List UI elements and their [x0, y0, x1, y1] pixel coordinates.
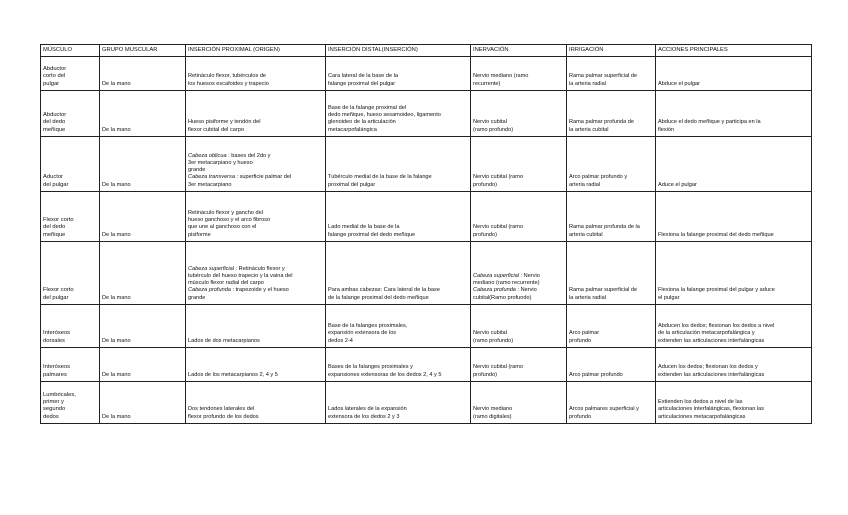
- cell-line: Lados laterales de la expansión: [328, 406, 407, 413]
- cell-line: (ramo digitales): [473, 413, 512, 420]
- part-label: Cabeza transversa: [188, 174, 237, 181]
- cell-line: primer y: [43, 399, 64, 406]
- cell-line: Nervio cubital (ramo: [473, 174, 524, 181]
- cell-line: De la mano: [102, 126, 131, 133]
- cell-line: flexor cubital del carpo: [188, 126, 244, 133]
- cell-line: Cabeza profunda : Nervio: [473, 287, 537, 294]
- cell-musculo: [41, 382, 100, 424]
- table-row: [41, 91, 812, 137]
- cell-line: (ramo profundo): [473, 337, 514, 344]
- cell-line: que une al ganchoso con el: [188, 224, 257, 231]
- cell-insercion-proximal: [186, 137, 326, 192]
- cell-line: Base de la falange proximal del: [328, 104, 407, 111]
- cell-line: Rama palmar superficial de: [569, 73, 638, 80]
- cell-musculo: [41, 305, 100, 348]
- cell-line: del dedo: [43, 119, 66, 126]
- cell-musculo: [41, 348, 100, 382]
- cell-acciones: [656, 305, 812, 348]
- cell-insercion-distal: [326, 348, 471, 382]
- cell-line: Rama palmar profunda de la: [569, 224, 640, 231]
- header-insercion-proximal: INSERCIÓN PROXIMAL (ORIGEN): [186, 45, 326, 57]
- part-label: Cabeza oblicua: [188, 152, 229, 159]
- table-row: [41, 348, 812, 382]
- header-acciones: ACCIONES PRINCIPALES: [656, 45, 812, 57]
- cell-line: Base de la falanges proximales,: [328, 323, 408, 330]
- cell-grupo-muscular: [100, 382, 186, 424]
- cell-insercion-distal: [326, 192, 471, 242]
- cell-acciones: [656, 91, 812, 137]
- cell-line: articulaciones interfalángicas, flexionan las: [658, 406, 765, 413]
- cell-inervacion: [471, 91, 567, 137]
- cell-line: grande: [188, 294, 206, 301]
- cell-line: pisiforme: [188, 231, 211, 238]
- cell-line: arteria radial: [569, 181, 601, 188]
- cell-line: dedos: [43, 413, 59, 420]
- cell-line: falange proximal del pulgar: [328, 80, 396, 87]
- cell-line: dorsales: [43, 337, 65, 344]
- cell-acciones: [656, 137, 812, 192]
- cell-line: profundo): [473, 371, 497, 378]
- cell-line: Nervio mediano: [473, 406, 513, 413]
- cell-irrigacion: [567, 192, 656, 242]
- cell-grupo-muscular: [100, 192, 186, 242]
- cell-line: Lados de dos metacarpianos: [188, 337, 260, 344]
- header-grupo-muscular: GRUPO MUSCULAR: [100, 45, 186, 57]
- cell-line: expansiones extensoras de los dedos 2, 4 y 5: [328, 371, 442, 378]
- cell-grupo-muscular: [100, 242, 186, 305]
- cell-irrigacion: [567, 137, 656, 192]
- cell-line: meñique: [43, 126, 66, 133]
- cell-line: Retináculo flexor y gancho del: [188, 209, 263, 216]
- cell-line: Para ambas cabezas: Cara lateral de la base: [328, 287, 440, 294]
- cell-line: profundo: [569, 413, 592, 420]
- cell-insercion-distal: [326, 137, 471, 192]
- cell-line: profundo): [473, 181, 497, 188]
- cell-insercion-proximal: [186, 382, 326, 424]
- cell-line: corto del: [43, 73, 66, 80]
- cell-line: falange proximal del dedo meñique: [328, 231, 416, 238]
- cell-line: Interóseos: [43, 330, 71, 337]
- cell-line: pulgar: [43, 80, 60, 87]
- cell-irrigacion: [567, 348, 656, 382]
- cell-line: recurrente): [473, 80, 501, 87]
- cell-insercion-distal: [326, 57, 471, 91]
- cell-line: extensora de los dedos 2 y 3: [328, 413, 400, 420]
- header-row: [41, 45, 812, 57]
- cell-musculo: [41, 137, 100, 192]
- cell-line: glenoideo de la articulación: [328, 119, 396, 126]
- cell-line: flexión: [658, 126, 675, 133]
- cell-line: Abduce el dedo meñique y participa en la: [658, 119, 761, 126]
- table-row: [41, 305, 812, 348]
- cell-line: proximal del pulgar: [328, 181, 376, 188]
- cell-line: flexor profundo de los dedos: [188, 413, 259, 420]
- cell-line: 3er metacarpiano: [188, 181, 232, 188]
- cell-line: dedo meñique, hueso sesamoideo, ligamento: [328, 112, 441, 119]
- cell-line: De la mano: [102, 413, 131, 420]
- cell-grupo-muscular: [100, 348, 186, 382]
- cell-inervacion: [471, 305, 567, 348]
- cell-line: Nervio mediano (ramo: [473, 73, 529, 80]
- cell-irrigacion: [567, 91, 656, 137]
- cell-line: extienden las articulaciones interfalángicas: [658, 371, 765, 378]
- cell-line: Extienden los dedos a nivel de las: [658, 399, 743, 406]
- cell-insercion-proximal: [186, 192, 326, 242]
- cell-insercion-distal: [326, 242, 471, 305]
- cell-insercion-distal: [326, 91, 471, 137]
- cell-line: Lados de los metacarpianos 2, 4 y 5: [188, 371, 278, 378]
- header-insercion-distal: INSERCIÓN DISTAL(INSERCIÓN): [326, 45, 471, 57]
- cell-line: grande: [188, 167, 206, 174]
- cell-line: Cabeza oblicua : bases del 2do y: [188, 152, 271, 159]
- cell-insercion-distal: [326, 382, 471, 424]
- cell-acciones: [656, 382, 812, 424]
- cell-line: del pulgar: [43, 181, 69, 188]
- cell-line: Abducen los dedos; flexionan los dedos a nivel: [658, 323, 775, 330]
- cell-inervacion: [471, 242, 567, 305]
- cell-line: Nervio cubital (ramo: [473, 364, 524, 371]
- cell-grupo-muscular: [100, 57, 186, 91]
- cell-line: palmares: [43, 371, 67, 378]
- cell-musculo: [41, 242, 100, 305]
- cell-irrigacion: [567, 242, 656, 305]
- cell-line: Abductor: [43, 66, 67, 73]
- header-irrigacion: IRRIGACIÓN: [567, 45, 656, 57]
- cell-insercion-proximal: [186, 242, 326, 305]
- cell-line: Nervio cubital: [473, 330, 507, 337]
- cell-acciones: [656, 348, 812, 382]
- cell-line: profundo): [473, 231, 497, 238]
- cell-insercion-proximal: [186, 348, 326, 382]
- cell-irrigacion: [567, 305, 656, 348]
- cell-line: Cabeza superficial : Nervio: [473, 272, 540, 279]
- cell-grupo-muscular: [100, 137, 186, 192]
- cell-line: Flexor corto: [43, 217, 74, 224]
- cell-line: Abduce el pulgar: [658, 80, 700, 87]
- cell-irrigacion: [567, 382, 656, 424]
- cell-line: De la mano: [102, 337, 131, 344]
- cell-line: Cabeza superficial : Retináculo flexor y: [188, 265, 285, 272]
- part-label: Cabeza superficial: [188, 265, 236, 272]
- cell-line: Dos tendones laterales del: [188, 406, 255, 413]
- cell-line: de la falange proximal del dedo meñique: [328, 294, 429, 301]
- cell-irrigacion: [567, 57, 656, 91]
- header-musculo: MÚSCULO: [41, 45, 100, 57]
- cell-line: hueso ganchoso y el arco fibroso: [188, 217, 271, 224]
- table-row: [41, 137, 812, 192]
- cell-line: Arco palmar: [569, 330, 600, 337]
- table-row: [41, 242, 812, 305]
- cell-insercion-proximal: [186, 91, 326, 137]
- cell-line: Aducen los dedos; flexionan los dedos y: [658, 364, 758, 371]
- cell-line: De la mano: [102, 371, 131, 378]
- cell-line: Hueso pisiforme y tendón del: [188, 119, 261, 126]
- cell-insercion-proximal: [186, 57, 326, 91]
- cell-inervacion: [471, 137, 567, 192]
- cell-line: De la mano: [102, 294, 131, 301]
- header-inervacion: INERVACIÓN: [471, 45, 567, 57]
- cell-line: (ramo profundo): [473, 126, 514, 133]
- cell-line: Aductor: [43, 174, 63, 181]
- cell-line: metacarpofalángica: [328, 126, 377, 133]
- cell-line: Interóseos: [43, 364, 71, 371]
- cell-line: meñique: [43, 231, 66, 238]
- cell-line: Arco palmar profundo y: [569, 174, 628, 181]
- cell-line: arteria cubital: [569, 231, 603, 238]
- cell-line: Retináculo flexor, tubérculos de: [188, 73, 267, 80]
- cell-line: Tubérculo medial de la base de la falange: [328, 174, 432, 181]
- cell-acciones: [656, 242, 812, 305]
- cell-line: Cabeza profunda : trapezoide y el hueso: [188, 287, 289, 294]
- cell-line: del dedo: [43, 224, 66, 231]
- cell-line: profundo: [569, 337, 592, 344]
- table-body: [41, 57, 812, 424]
- part-label: Cabeza superficial: [473, 272, 521, 279]
- cell-line: la arteria radial: [569, 294, 606, 301]
- cell-line: la arteria radial: [569, 80, 606, 87]
- cell-line: el pulgar: [658, 294, 680, 301]
- table-row: [41, 57, 812, 91]
- cell-inervacion: [471, 192, 567, 242]
- cell-line: músculo flexor radial del carpo: [188, 280, 264, 287]
- cell-musculo: [41, 57, 100, 91]
- cell-line: Abductor: [43, 112, 67, 119]
- cell-acciones: [656, 57, 812, 91]
- part-label: Cabeza profunda: [188, 287, 233, 294]
- cell-line: Arco palmar profundo: [569, 371, 623, 378]
- cell-line: Aduce el pulgar: [658, 181, 697, 188]
- part-label: Cabeza profunda: [473, 287, 518, 294]
- cell-line: Arcos palmares superficial y: [569, 406, 639, 413]
- cell-line: tubérculo del hueso trapecio y la vaina del: [188, 272, 293, 279]
- cell-line: Rama palmar superficial de: [569, 287, 638, 294]
- cell-insercion-distal: [326, 305, 471, 348]
- cell-insercion-proximal: [186, 305, 326, 348]
- cell-line: Flexiona la falange proximal del pulgar y aduce: [658, 287, 775, 294]
- muscle-table: [40, 44, 812, 424]
- cell-grupo-muscular: [100, 91, 186, 137]
- cell-line: dedos 2-4: [328, 337, 353, 344]
- cell-line: Lado medial de la base de la: [328, 224, 400, 231]
- cell-line: Cabeza transversa : superficie palmar del: [188, 174, 292, 181]
- cell-musculo: [41, 91, 100, 137]
- cell-line: mediano (ramo recurrente): [473, 280, 540, 287]
- cell-line: De la mano: [102, 231, 131, 238]
- cell-line: De la mano: [102, 80, 131, 87]
- cell-musculo: [41, 192, 100, 242]
- table-row: [41, 192, 812, 242]
- table-row: [41, 382, 812, 424]
- cell-line: Lumbricales,: [43, 391, 76, 398]
- cell-line: segundo: [43, 406, 66, 413]
- cell-inervacion: [471, 348, 567, 382]
- cell-line: expansión extensora de los: [328, 330, 397, 337]
- cell-line: articulaciones metacarpofalángicas: [658, 413, 746, 420]
- cell-line: cubital(Ramo profundo): [473, 294, 532, 301]
- cell-line: de la articulación metacarpofalángica y: [658, 330, 755, 337]
- cell-line: Flexiona la falange proximal del dedo meñique: [658, 231, 774, 238]
- cell-line: la arteria cubital: [569, 126, 609, 133]
- cell-inervacion: [471, 57, 567, 91]
- cell-inervacion: [471, 382, 567, 424]
- cell-line: 3er metacarpiano y hueso: [188, 159, 253, 166]
- cell-line: Nervio cubital: [473, 119, 507, 126]
- cell-acciones: [656, 192, 812, 242]
- cell-line: De la mano: [102, 181, 131, 188]
- cell-grupo-muscular: [100, 305, 186, 348]
- cell-line: Rama palmar profunda de: [569, 119, 634, 126]
- cell-line: extienden las articulaciones interfalángicas: [658, 337, 765, 344]
- cell-line: Flexor corto: [43, 287, 74, 294]
- cell-line: los huesos escafoides y trapecio: [188, 80, 269, 87]
- cell-line: Bases de la falanges proximales y: [328, 364, 413, 371]
- cell-line: Cara lateral de la base de la: [328, 73, 398, 80]
- cell-line: Nervio cubital (ramo: [473, 224, 524, 231]
- cell-line: del pulgar: [43, 294, 69, 301]
